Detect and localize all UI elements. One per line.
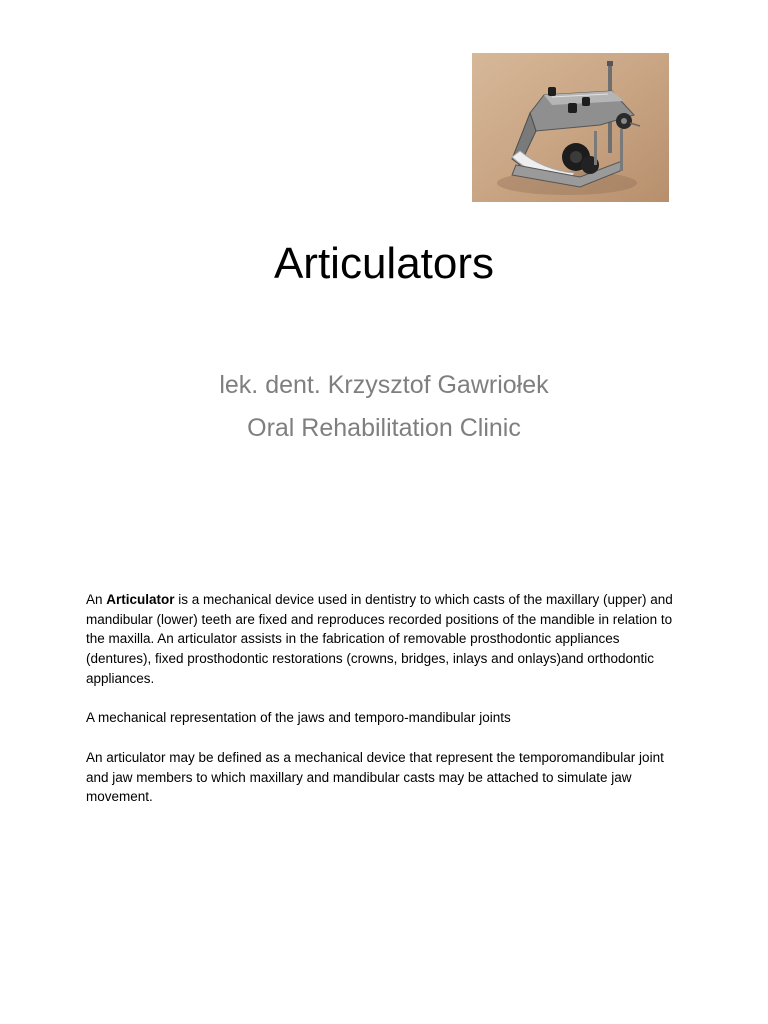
definition-paragraph [86, 590, 686, 689]
page-title: Articulators [273, 239, 495, 288]
articulator-photo [472, 53, 669, 202]
definition-body: is a mechanical device used in dentistry to which casts of the maxillary (upper) and mandibular (lower) teeth are fixed and reproduces recorded positions of the mandible in relation to the maxilla. An articulator assists in the fabrication of removable prosthodontic appliances (dentures), fixed prosthodontic restorations (crowns, bridges, inlays and onlays)and orthodontic appliances. [86, 592, 673, 686]
alternate-definition-paragraph: An articulator may be defined as a mechanical device that represent the temporomandibular joint and jaw members to which maxillary and mandibular casts may be attached to simulate jaw movement. [86, 750, 664, 805]
representation-paragraph: A mechanical representation of the jaws and temporo-mandibular joints [86, 710, 511, 725]
definition-term: Articulator [106, 592, 175, 607]
clinic-name: Oral Rehabilitation Clinic [247, 414, 521, 442]
definition-prefix: An [86, 592, 107, 607]
author-name: lek. dent. Krzysztof Gawriołek [219, 371, 549, 399]
